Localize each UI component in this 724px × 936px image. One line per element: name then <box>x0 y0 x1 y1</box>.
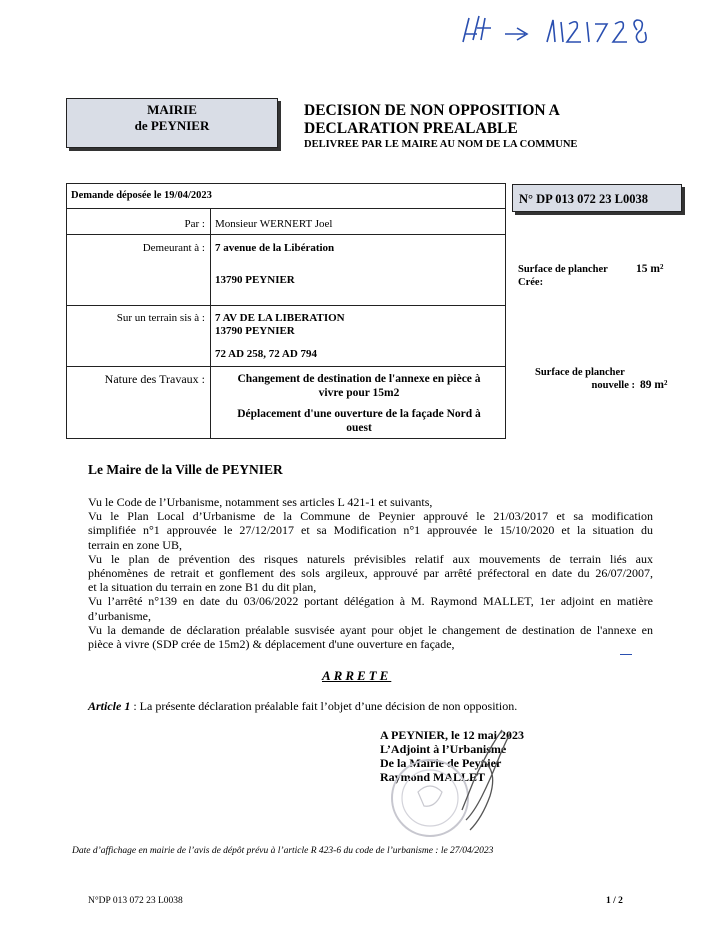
page-number: 1 / 2 <box>606 896 623 906</box>
visa-line: pièce à vivre (SDP crée de 15m2) & déplacement d'une ouverture en façade, <box>88 637 455 652</box>
footer-dp-ref: N°DP 013 072 23 L0038 <box>88 896 183 906</box>
article-label: Article 1 <box>88 699 131 713</box>
blue-mark <box>620 654 632 655</box>
stamp-and-signature <box>370 700 510 840</box>
terrain-line-1: 7 AV DE LA LIBERATION <box>215 312 345 324</box>
terrain-line-2: 13790 PEYNIER <box>215 325 295 337</box>
terrain-label: Sur un terrain sis à : <box>116 312 205 324</box>
title-line-1: DECISION DE NON OPPOSITION A <box>304 102 560 119</box>
nature-line-2: vivre pour 15m2 <box>318 387 400 399</box>
surface-nouvelle-label <box>535 366 635 392</box>
handwritten-reference <box>455 12 705 52</box>
nature-line-1: Changement de destination de l'annexe en pièce à <box>237 373 481 385</box>
visa-line: phénomènes de retrait et gonflement des sols argileux, approuvé par arrêté préfectoral en date du 26/07/2007, <box>88 566 653 581</box>
demeurant-label: Demeurant à : <box>142 242 205 254</box>
visas-block <box>88 495 653 651</box>
visa-line: Vu la demande de déclaration préalable susvisée ayant pour objet le changement de destination de l'annexe en <box>88 622 653 637</box>
visa-line: Vu le Code de l’Urbanisme, notamment ses articles L 421-1 et suivants, <box>88 495 433 509</box>
signature-name: Raymond MALLET <box>380 770 486 784</box>
surface-nouvelle-value: 89 m² <box>640 379 668 391</box>
par-value: Monsieur WERNERT Joel <box>215 218 333 230</box>
terrain-line-3: 72 AD 258, 72 AD 794 <box>215 348 318 360</box>
visa-line: et la situation du terrain en zone B1 du dit plan, <box>88 580 317 595</box>
mairie-label: MAIRIE <box>147 102 197 117</box>
visa-line: Vu l’arrêté n°139 en date du 03/06/2022 portant délégation à M. Raymond MALLET, 1er adjoint en matière <box>88 594 653 609</box>
demeurant-line-2: 13790 PEYNIER <box>215 274 295 286</box>
surface-creee-label-2: Crée: <box>518 277 544 288</box>
nature-line-4: ouest <box>346 422 372 434</box>
maire-heading: Le Maire de la Ville de PEYNIER <box>88 462 283 477</box>
article-text: : La présente déclaration préalable fait l’objet d’une décision de non opposition. <box>130 699 518 713</box>
demeurant-line-1: 7 avenue de la Libération <box>215 242 335 254</box>
par-label: Par : <box>184 218 205 230</box>
surface-nouvelle-label-1: Surface de plancher <box>535 367 625 378</box>
visa-line: Vu le plan de prévention des risques naturels prévisibles relatif aux mouvements de terrain liés aux <box>88 551 653 566</box>
handwritten-signature <box>462 714 510 830</box>
dp-number-box: N° DP 013 072 23 L0038 <box>512 184 682 212</box>
form-table <box>66 183 506 439</box>
decision-subtitle: DELIVREE PAR LE MAIRE AU NOM DE LA COMMUNE <box>304 139 578 150</box>
nature-travaux <box>215 372 503 435</box>
surface-creee-label-1: Surface de plancher <box>518 264 608 275</box>
signature-role: L’Adjoint à l’Urbanisme <box>380 742 507 756</box>
surface-creee-value: 15 m² <box>636 263 664 275</box>
arrete-heading: ARRETE <box>322 668 392 683</box>
surface-nouvelle-label-2: nouvelle : <box>591 380 635 391</box>
mairie-box <box>66 98 278 148</box>
title-line-2: DECLARATION PREALABLE <box>304 120 518 137</box>
decision-title <box>304 102 560 138</box>
nature-line-3: Déplacement d'une ouverture de la façade Nord à <box>237 408 481 420</box>
mairie-commune: de PEYNIER <box>134 118 210 133</box>
stamp-circle <box>392 760 468 836</box>
nature-label: Nature des Travaux : <box>104 372 205 386</box>
affichage-note: Date d’affichage en mairie de l’avis de dépôt prévu à l’article R 423-6 du code de l’urbanisme : le 27/04/2023 <box>72 846 494 856</box>
visa-line: terrain en zone UB, <box>88 537 182 552</box>
visa-line: Vu le Plan Local d’Urbanisme de la Commune de Peynier approuvé le 21/03/2017 et sa modification <box>88 509 653 524</box>
signature-place-date: A PEYNIER, le 12 mai 2023 <box>380 728 524 742</box>
demande-date: Demande déposée le 19/04/2023 <box>71 190 212 201</box>
visa-line: simplifiée n°1 approuvée le 27/12/2017 et sa Modification n°1 approuvée le 15/10/2020 et la situation du <box>88 523 653 538</box>
surface-creee-label <box>518 263 608 289</box>
visa-line: d’urbanisme, <box>88 608 151 623</box>
signature-org: De la Mairie de Peynier <box>380 756 502 770</box>
